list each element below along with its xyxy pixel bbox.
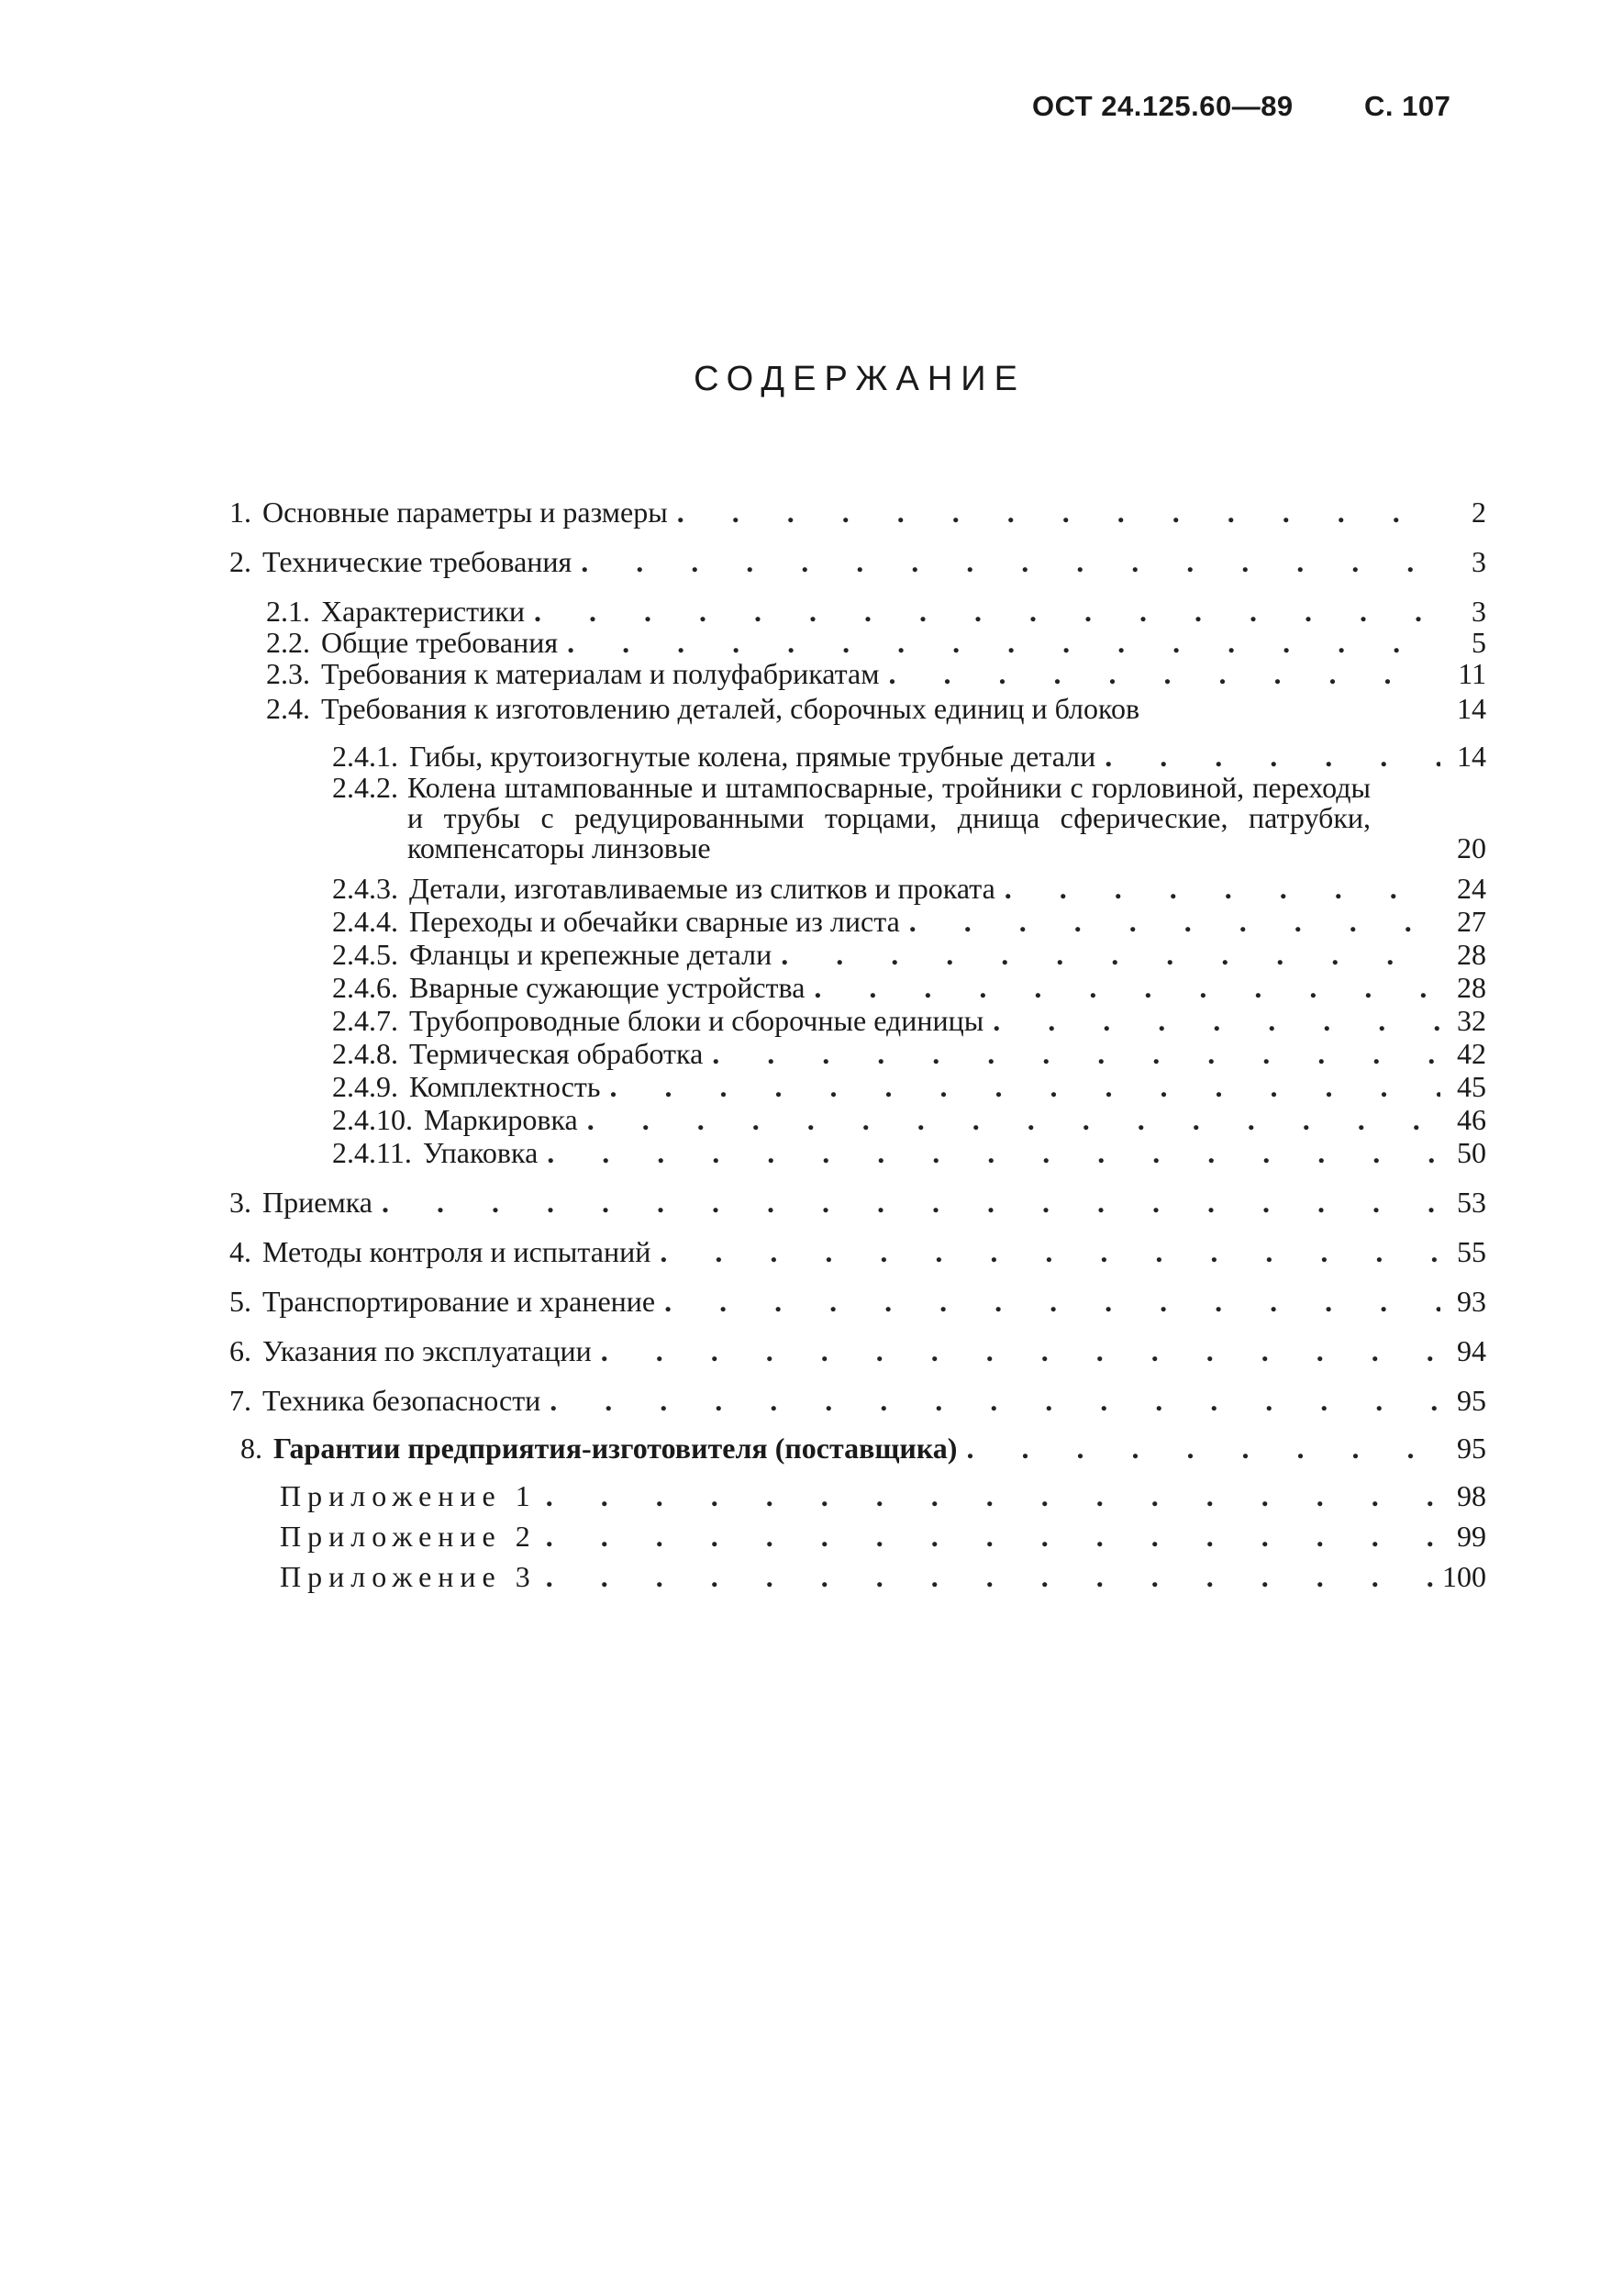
toc-entry-8[interactable] (240, 1433, 1486, 1463)
dot-leader (966, 1433, 1440, 1463)
toc-entry-label: Требования к материалам и полуфабрикатам (321, 657, 880, 690)
toc-entry-label: Детали, изготавливаемые из слитков и проката (409, 872, 995, 905)
toc-entry-page: 46 (1457, 1103, 1486, 1136)
dot-leader (712, 1039, 1440, 1068)
toc-entry-1[interactable] (229, 497, 1486, 527)
toc-entry-page: 95 (1457, 1432, 1486, 1465)
toc-entry-label: Транспортирование и хранение (262, 1285, 656, 1318)
toc-entry-page: 95 (1457, 1384, 1486, 1417)
toc-entry-label: Маркировка (424, 1103, 578, 1136)
toc-entry-page: 99 (1457, 1520, 1486, 1553)
toc-entry-number: 3. (229, 1186, 251, 1219)
dot-leader (660, 1237, 1440, 1266)
toc-entry-number: 2.4.10. (332, 1103, 413, 1136)
toc-entry-page: 42 (1457, 1037, 1486, 1070)
toc-entry-label: Термическая обработка (409, 1037, 704, 1070)
toc-entry-label: Фланцы и крепежные детали (409, 938, 772, 971)
toc-entry-number: 2.4.4. (332, 905, 398, 938)
dot-leader (534, 596, 1440, 626)
toc-entry-label: Колена штампованные и штампосварные, тройники с горловиной, переходы и трубы с редуцированными торцами, днища сферические, патрубки, компенсаторы линзовые (407, 771, 1371, 864)
toc-entry-page: 14 (1457, 740, 1486, 773)
toc-appendix-3[interactable] (229, 1562, 1486, 1591)
toc-entry-2-4-4[interactable] (332, 907, 1486, 936)
toc-entry-page: 100 (1442, 1560, 1486, 1593)
dot-leader (550, 1386, 1440, 1415)
toc-entry-page: 53 (1457, 1186, 1486, 1219)
toc-entry-2-4-5[interactable] (332, 940, 1486, 969)
toc-entry-number: 8. (240, 1432, 262, 1465)
toc-entry-number: 2.1. (266, 595, 310, 628)
toc-entry-2-4-11[interactable] (332, 1138, 1486, 1167)
toc-entry-number: 2.4.1. (332, 740, 398, 773)
toc-entry-label: Общие требования (321, 626, 559, 659)
toc-entry-7[interactable] (229, 1386, 1486, 1415)
toc-entry-number: 5. (229, 1285, 251, 1318)
toc-entry-page: 5 (1472, 626, 1486, 659)
dot-leader (1005, 874, 1440, 903)
toc-entry-number: 2.3. (266, 657, 310, 690)
toc-entry-label: Комплектность (409, 1070, 601, 1103)
toc-entry-page: 32 (1457, 1004, 1486, 1037)
toc-entry-number: 2.4.7. (332, 1004, 398, 1037)
dot-leader (546, 1562, 1433, 1591)
toc-entry-2-4[interactable] (266, 694, 1486, 723)
toc-entry-page: 20 (1457, 831, 1486, 864)
toc-entry-2-4-1[interactable] (332, 741, 1486, 771)
toc-entry-label: Упаковка (422, 1136, 539, 1169)
toc-entry-5[interactable] (229, 1287, 1486, 1316)
toc-entry-label: Приложение 1 (280, 1479, 537, 1512)
toc-entry-number: 2.4.8. (332, 1037, 398, 1070)
toc-entry-page: 14 (1457, 692, 1486, 725)
toc-entry-2-1[interactable] (266, 596, 1486, 626)
toc-entry-page: 27 (1457, 905, 1486, 938)
toc-entry-page: 45 (1457, 1070, 1486, 1103)
dot-leader (781, 940, 1440, 969)
dot-leader (587, 1105, 1440, 1134)
toc-entry-page: 28 (1457, 938, 1486, 971)
toc-entry-page: 24 (1457, 872, 1486, 905)
toc-entry-number: 2.4.2. (332, 771, 398, 804)
toc-entry-label: Основные параметры и размеры (262, 496, 668, 529)
toc-entry-number: 2.2. (266, 626, 310, 659)
dot-leader (814, 973, 1440, 1002)
toc-appendix-1[interactable] (229, 1481, 1486, 1510)
toc-entry-2-4-3[interactable] (332, 874, 1486, 903)
toc-entry-label: Трубопроводные блоки и сборочные единицы (409, 1004, 984, 1037)
toc-entry-number: 1. (229, 496, 251, 529)
dot-leader (382, 1187, 1440, 1217)
dot-leader (677, 497, 1440, 527)
toc-entry-page: 11 (1458, 657, 1486, 690)
toc-entry-2-4-10[interactable] (332, 1105, 1486, 1134)
toc-entry-4[interactable] (229, 1237, 1486, 1266)
toc-entry-number: 7. (229, 1384, 251, 1417)
toc-entry-number: 2.4.5. (332, 938, 398, 971)
toc-entry-number: 4. (229, 1235, 251, 1268)
toc-entry-label: Методы контроля и испытаний (262, 1235, 651, 1268)
toc-entry-2-2[interactable] (266, 628, 1486, 657)
toc-entry-page: 28 (1457, 971, 1486, 1004)
page-number: С. 107 (1364, 90, 1451, 122)
toc-entry-2[interactable] (229, 547, 1486, 576)
toc-entry-label: Требования к изготовлению деталей, сборочных единиц и блоков (321, 692, 1140, 725)
toc-entry-label: Гарантии предприятия-изготовителя (поставщика) (273, 1432, 958, 1465)
toc-entry-label: Указания по эксплуатации (262, 1334, 592, 1367)
toc-entry-page: 50 (1457, 1136, 1486, 1169)
dot-leader (664, 1287, 1440, 1316)
toc-entry-number: 2.4.6. (332, 971, 398, 1004)
toc-entry-label: Технические требования (262, 545, 572, 578)
toc-entry-page: 2 (1472, 496, 1486, 529)
toc-entry-2-4-2[interactable] (332, 773, 1486, 864)
dot-leader (993, 1006, 1440, 1035)
toc-entry-page: 93 (1457, 1285, 1486, 1318)
dot-leader (888, 659, 1440, 688)
toc-entry-label: Приемка (262, 1186, 372, 1219)
toc-entry-2-4-7[interactable] (332, 1006, 1486, 1035)
page-title: СОДЕРЖАНИЕ (694, 360, 1026, 398)
toc-entry-6[interactable] (229, 1336, 1486, 1365)
dot-leader (547, 1138, 1440, 1167)
toc-entry-2-4-6[interactable] (332, 973, 1486, 1002)
document-code: ОСТ 24.125.60—89 (1032, 90, 1294, 122)
dot-leader (546, 1481, 1440, 1510)
toc-entry-2-3[interactable] (266, 659, 1486, 688)
toc-entry-label: Приложение 3 (280, 1560, 537, 1593)
dot-leader (1105, 741, 1440, 771)
toc-entry-3[interactable] (229, 1187, 1486, 1217)
toc-entry-label: Переходы и обечайки сварные из листа (409, 905, 900, 938)
toc-entry-page: 98 (1457, 1479, 1486, 1512)
toc-entry-label: Характеристики (321, 595, 525, 628)
toc-entry-label: Вварные сужающие устройства (409, 971, 806, 1004)
toc-entry-number: 2.4.9. (332, 1070, 398, 1103)
toc-entry-number: 2. (229, 545, 251, 578)
toc-entry-page: 55 (1457, 1235, 1486, 1268)
toc-entry-label: Гибы, крутоизогнутые колена, прямые трубные детали (409, 740, 1096, 773)
toc-entry-page: 3 (1472, 545, 1486, 578)
toc-entry-page: 3 (1472, 595, 1486, 628)
toc-entry-number: 2.4.11. (332, 1136, 412, 1169)
toc-entry-number: 2.4. (266, 692, 310, 725)
toc-appendix-2[interactable] (229, 1521, 1486, 1551)
dot-leader (610, 1072, 1441, 1101)
dot-leader (601, 1336, 1440, 1365)
dot-leader (567, 628, 1440, 657)
toc-entry-page: 94 (1457, 1334, 1486, 1367)
dot-leader (909, 907, 1440, 936)
toc-entry-label: Техника безопасности (262, 1384, 541, 1417)
toc-entry-number: 6. (229, 1334, 251, 1367)
toc-entry-label: Приложение 2 (280, 1520, 537, 1553)
toc-entry-2-4-9[interactable] (332, 1072, 1486, 1101)
dot-leader (546, 1521, 1440, 1551)
toc-entry-number: 2.4.3. (332, 872, 398, 905)
dot-leader (581, 547, 1440, 576)
toc-entry-2-4-8[interactable] (332, 1039, 1486, 1068)
